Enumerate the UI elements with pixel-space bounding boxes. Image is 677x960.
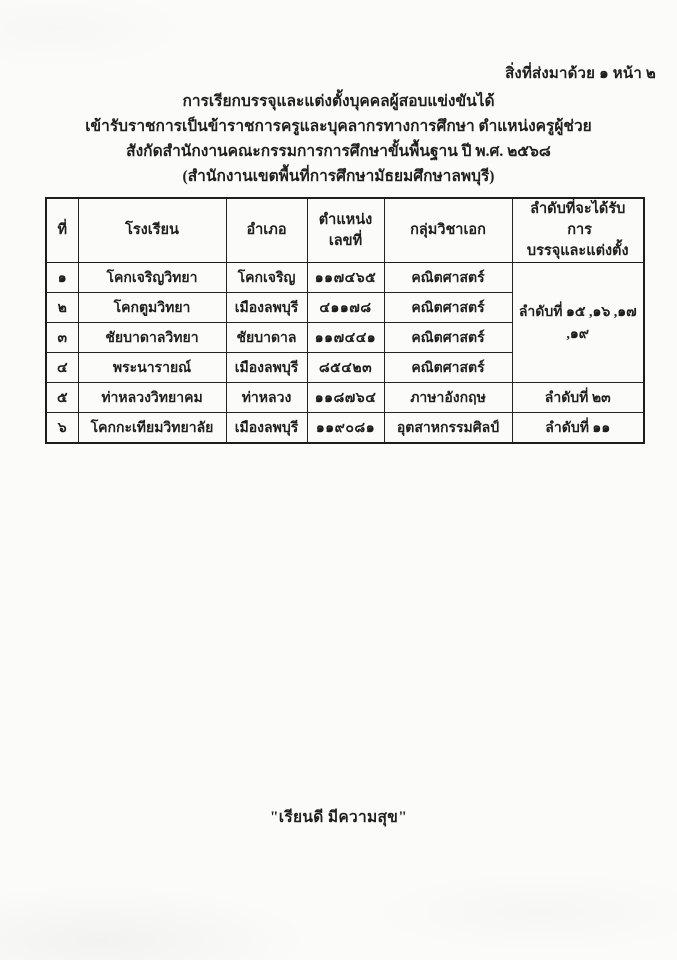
- cell-school: พระนารายณ์: [78, 353, 226, 383]
- cell-position-no: ๘๕๔๒๓: [307, 353, 384, 383]
- title-line-1: การเรียกบรรจุและแต่งตั้งบุคคลผู้สอบแข่งขันได้: [182, 93, 495, 110]
- table-row: [46, 413, 644, 444]
- footer-quote: "เรียนดี มีความสุข": [269, 809, 408, 826]
- cell-appointment: ลำดับที่ ๒๓: [512, 383, 644, 413]
- cell-position-no: ๑๑๙๐๘๑: [307, 413, 384, 444]
- cell-position-no: ๔๑๑๗๘: [307, 293, 384, 323]
- table-header-row: [46, 198, 644, 263]
- appointment-table: [45, 197, 645, 444]
- title-line-2: เข้ารับราชการเป็นข้าราชการครูและบุคลากรทางการศึกษา ตำแหน่งครูผู้ช่วย: [85, 118, 592, 135]
- cell-major: อุตสาหกรรมศิลป์: [384, 413, 512, 444]
- cell-school: โคกเจริญวิทยา: [78, 263, 226, 293]
- header-major: กลุ่มวิชาเอก: [384, 198, 512, 263]
- header-position-no: ตำแหน่งเลขที่: [307, 198, 384, 263]
- cell-no: ๕: [46, 383, 78, 413]
- cell-position-no: ๑๑๗๔๔๑: [307, 323, 384, 353]
- cell-district: ชัยบาดาล: [226, 323, 307, 353]
- cell-no: ๒: [46, 293, 78, 323]
- cell-no: ๔: [46, 353, 78, 383]
- cell-major: คณิตศาสตร์: [384, 263, 512, 293]
- header-appointment-line1: ลำดับที่จะได้รับ การ: [530, 201, 629, 238]
- cell-district: เมืองลพบุรี: [226, 413, 307, 444]
- cell-appointment: ลำดับที่ ๑๑: [512, 413, 644, 444]
- title-line-3: สังกัดสำนักงานคณะกรรมการการศึกษาขั้นพื้นฐาน ปี พ.ศ. ๒๕๖๘: [126, 143, 551, 160]
- cell-no: ๓: [46, 323, 78, 353]
- cell-no: ๑: [46, 263, 78, 293]
- header-school: โรงเรียน: [78, 198, 226, 263]
- cell-position-no: ๑๑๗๔๖๕: [307, 263, 384, 293]
- cell-appointment-merged: ลำดับที่ ๑๕ ,๑๖ ,๑๗ ,๑๙: [512, 263, 644, 383]
- cell-no: ๖: [46, 413, 78, 444]
- title-line-4: (สำนักงานเขตพื้นที่การศึกษามัธยมศึกษาลพบุรี): [182, 168, 495, 185]
- cell-district: เมืองลพบุรี: [226, 353, 307, 383]
- cell-district: ท่าหลวง: [226, 383, 307, 413]
- attachment-note: สิ่งที่ส่งมาด้วย ๑ หน้า ๒: [505, 66, 656, 82]
- header-no: ที่: [46, 198, 78, 263]
- cell-school: โคกกะเทียมวิทยาลัย: [78, 413, 226, 444]
- header-district: อำเภอ: [226, 198, 307, 263]
- table-row: [46, 383, 644, 413]
- cell-school: ชัยบาดาลวิทยา: [78, 323, 226, 353]
- header-appointment: [512, 198, 644, 263]
- cell-major: ภาษาอังกฤษ: [384, 383, 512, 413]
- cell-district: โคกเจริญ: [226, 263, 307, 293]
- cell-district: เมืองลพบุรี: [226, 293, 307, 323]
- cell-position-no: ๑๑๘๗๖๔: [307, 383, 384, 413]
- cell-major: คณิตศาสตร์: [384, 293, 512, 323]
- cell-school: โคกตูมวิทยา: [78, 293, 226, 323]
- cell-school: ท่าหลวงวิทยาคม: [78, 383, 226, 413]
- cell-major: คณิตศาสตร์: [384, 353, 512, 383]
- header-appointment-line2: บรรจุและแต่งตั้ง: [526, 243, 629, 259]
- title-block: [0, 89, 677, 189]
- cell-major: คณิตศาสตร์: [384, 323, 512, 353]
- table-row: [46, 263, 644, 293]
